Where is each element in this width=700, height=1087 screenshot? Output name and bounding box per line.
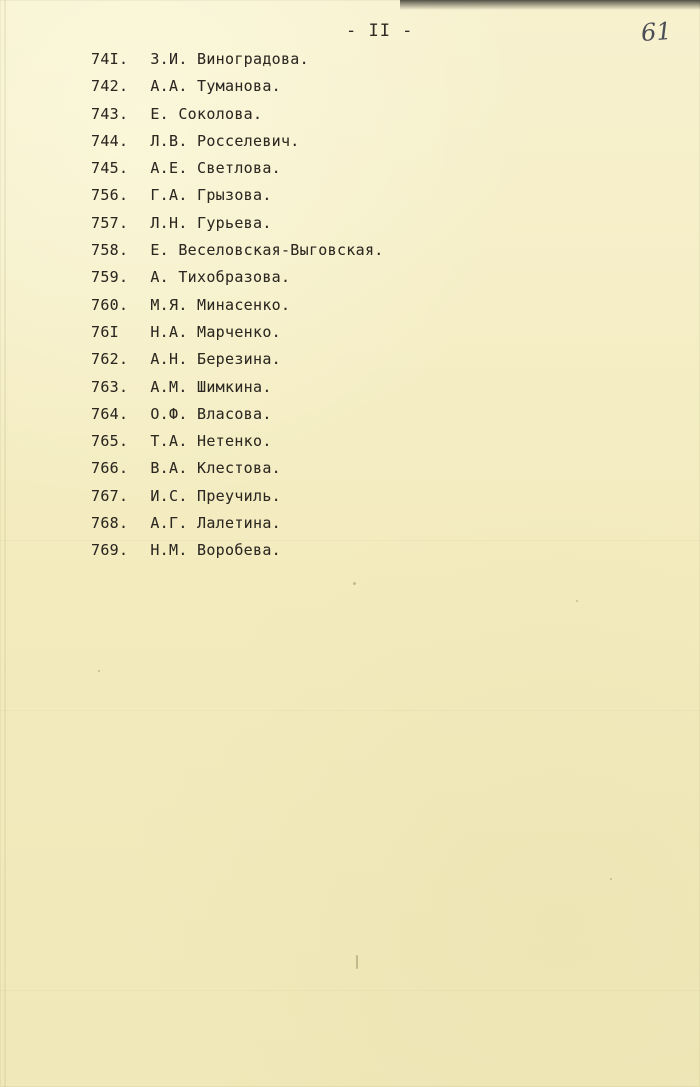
entry-name: Н.М. Воробева. <box>150 541 281 560</box>
list-item <box>91 210 651 237</box>
list-item <box>91 101 651 128</box>
scan-edge-shadow <box>400 0 700 10</box>
entry-number: 757. <box>91 213 129 232</box>
entry-name: А.Н. Березина. <box>150 350 281 369</box>
entry-number: 76I <box>91 322 119 341</box>
entry-number: 763. <box>91 377 129 396</box>
list-item <box>91 483 651 510</box>
handwritten-folio-number: 61 <box>640 16 673 48</box>
list-item <box>91 264 651 291</box>
list-item <box>91 73 651 100</box>
page-header: - II - <box>346 21 414 41</box>
entry-number: 756. <box>91 186 129 205</box>
list-item <box>91 346 651 373</box>
entry-name: Т.А. Нетенко. <box>150 432 272 451</box>
paper-speck <box>98 670 100 672</box>
entry-number: 745. <box>91 159 129 178</box>
entry-name: З.И. Виноградова. <box>150 50 309 68</box>
paper-speck <box>353 582 356 585</box>
entry-number: 744. <box>91 131 129 150</box>
entry-name: Г.А. Грызова. <box>150 186 272 205</box>
entry-number: 759. <box>91 268 129 287</box>
entry-name: А.М. Шимкина. <box>150 377 272 396</box>
entry-name: О.Ф. Власова. <box>150 404 272 423</box>
entry-number: 742. <box>91 77 129 96</box>
list-item <box>91 319 651 346</box>
list-item <box>91 182 651 209</box>
paper-fold <box>0 990 700 991</box>
entry-number: 758. <box>91 241 129 260</box>
entry-number: 764. <box>91 404 129 423</box>
list-item <box>91 46 651 73</box>
entry-name: Е. Веселовская-Выговская. <box>150 241 384 260</box>
entry-name: А. Тихобразова. <box>150 268 291 287</box>
list-item <box>91 428 651 455</box>
list-item <box>91 374 651 401</box>
entry-number: 74I. <box>91 50 129 68</box>
entry-name: А.Г. Лалетина. <box>150 514 281 533</box>
entry-name: Н.А. Марченко. <box>150 322 281 341</box>
entry-name: Е. Соколова. <box>150 104 263 123</box>
list-item <box>91 537 651 564</box>
list-item <box>91 237 651 264</box>
entry-name: А.А. Туманова. <box>150 77 281 96</box>
list-item <box>91 292 651 319</box>
entry-name: А.Е. Светлова. <box>150 159 281 178</box>
names-list <box>91 46 651 565</box>
entry-number: 767. <box>91 486 129 505</box>
entry-number: 743. <box>91 104 129 123</box>
entry-number: 768. <box>91 514 129 533</box>
entry-number: 760. <box>91 295 129 314</box>
entry-number: 762. <box>91 350 129 369</box>
paper-fold <box>0 710 700 711</box>
paper-speck <box>356 955 358 969</box>
entry-name: М.Я. Минасенко. <box>150 295 291 314</box>
paper-speck <box>576 600 578 602</box>
list-item <box>91 128 651 155</box>
entry-number: 769. <box>91 541 129 560</box>
entry-number: 765. <box>91 432 129 451</box>
paper-crease <box>4 0 6 1087</box>
entry-name: Л.Н. Гурьева. <box>150 213 272 232</box>
list-item <box>91 455 651 482</box>
paper-speck <box>610 878 612 880</box>
list-item <box>91 510 651 537</box>
list-item <box>91 155 651 182</box>
entry-name: Л.В. Росселевич. <box>150 131 300 150</box>
list-item <box>91 401 651 428</box>
entry-number: 766. <box>91 459 129 478</box>
entry-name: И.С. Преучиль. <box>150 486 281 505</box>
entry-name: В.А. Клестова. <box>150 459 281 478</box>
